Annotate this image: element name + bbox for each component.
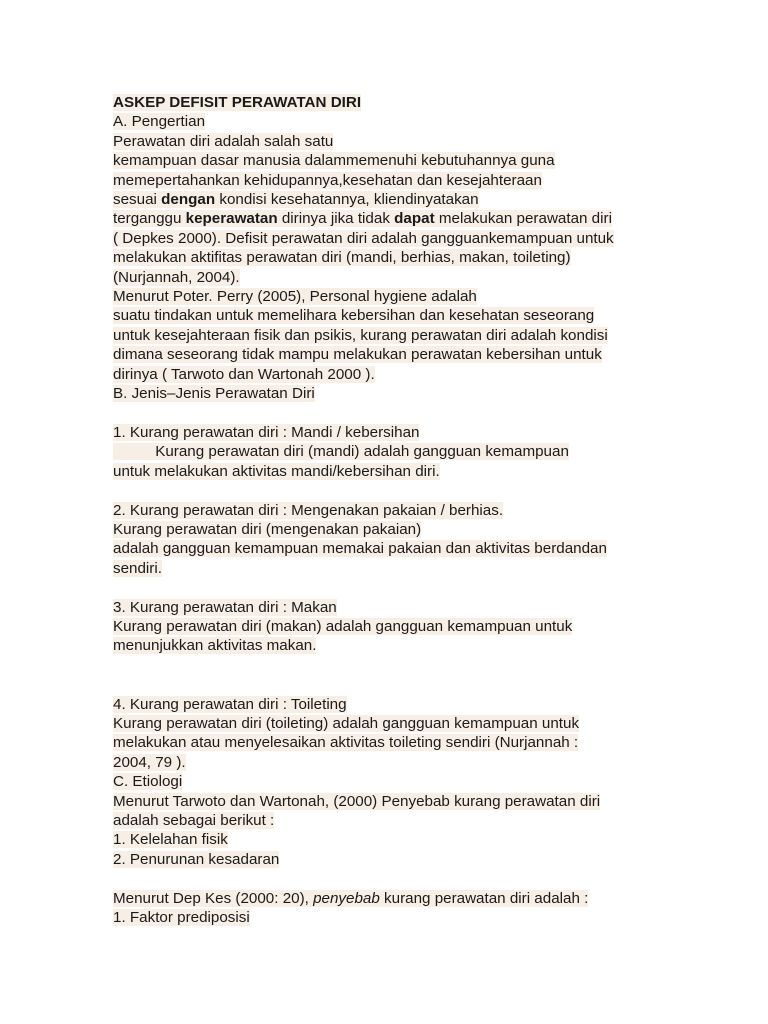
list-item-title: 2. Kurang perawatan diri : Mengenakan pakaian / berhias. bbox=[113, 501, 504, 519]
section-b-heading: B. Jenis–Jenis Perawatan Diri bbox=[113, 385, 315, 403]
document-body bbox=[113, 93, 658, 927]
paragraph-line: untuk kesejahteraan fisik dan psikis, kurang perawatan diri adalah kondisi bbox=[113, 326, 608, 344]
paragraph-line: terganggu keperawatan dirinya jika tidak dapat melakukan perawatan diri bbox=[113, 210, 612, 228]
list-item-line: Kurang perawatan diri (mengenakan pakaian) bbox=[113, 520, 422, 538]
section-a-heading: A. Pengertian bbox=[113, 113, 206, 131]
list-item-line: menunjukkan aktivitas makan. bbox=[113, 637, 317, 655]
paragraph-line: adalah sebagai berikut : bbox=[113, 811, 275, 829]
list-item-line: melakukan atau menyelesaikan aktivitas toileting sendiri (Nurjannah : bbox=[113, 734, 579, 752]
paragraph-line: (Nurjannah, 2004). bbox=[113, 268, 240, 286]
paragraph-line: dirinya ( Tarwoto dan Wartonah 2000 ). bbox=[113, 365, 375, 383]
paragraph-line: memepertahankan kehidupannya,kesehatan dan kesejahteraan bbox=[113, 171, 542, 189]
paragraph-line: Menurut Dep Kes (2000: 20), penyebab kurang perawatan diri adalah : bbox=[113, 889, 589, 907]
list-item-title: 4. Kurang perawatan diri : Toileting bbox=[113, 695, 347, 713]
document-title: ASKEP DEFISIT PERAWATAN DIRI bbox=[113, 94, 362, 111]
paragraph-line: 1. Kelelahan fisik bbox=[113, 831, 228, 849]
paragraph-line: Menurut Tarwoto dan Wartonah, (2000) Penyebab kurang perawatan diri bbox=[113, 792, 601, 810]
paragraph-line: melakukan aktifitas perawatan diri (mandi, berhias, makan, toileting) bbox=[113, 249, 571, 267]
list-item-title: 1. Kurang perawatan diri : Mandi / kebersihan bbox=[113, 423, 420, 441]
list-item-line: adalah gangguan kemampuan memakai pakaian dan aktivitas berdandan bbox=[113, 540, 607, 558]
paragraph-line: 2. Penurunan kesadaran bbox=[113, 850, 280, 868]
paragraph-line: suatu tindakan untuk memelihara kebersihan dan kesehatan seseorang bbox=[113, 307, 595, 325]
paragraph-line: kemampuan dasar manusia dalammemenuhi kebutuhannya guna bbox=[113, 152, 555, 170]
paragraph-line: 1. Faktor prediposisi bbox=[113, 908, 250, 926]
list-item-line: 2004, 79 ). bbox=[113, 753, 186, 771]
list-item-line: Kurang perawatan diri (makan) adalah gangguan kemampuan untuk bbox=[113, 617, 573, 635]
list-item-line: sendiri. bbox=[113, 559, 162, 577]
paragraph-line: sesuai dengan kondisi kesehatannya, kliendinyatakan bbox=[113, 191, 479, 209]
list-item-title: 3. Kurang perawatan diri : Makan bbox=[113, 598, 337, 616]
section-c-heading: C. Etiologi bbox=[113, 773, 183, 791]
paragraph-line: Perawatan diri adalah salah satu bbox=[113, 132, 334, 150]
list-item-line: untuk melakukan aktivitas mandi/kebersihan diri. bbox=[113, 462, 440, 480]
list-item-line: Kurang perawatan diri (toileting) adalah gangguan kemampuan untuk bbox=[113, 714, 580, 732]
paragraph-line: ( Depkes 2000). Defisit perawatan diri adalah gangguankemampuan untuk bbox=[113, 229, 614, 247]
paragraph-line: dimana seseorang tidak mampu melakukan perawatan kebersihan untuk bbox=[113, 346, 602, 364]
list-item-line: Kurang perawatan diri (mandi) adalah gangguan kemampuan bbox=[113, 443, 569, 461]
paragraph-line: Menurut Poter. Perry (2005), Personal hygiene adalah bbox=[113, 288, 477, 306]
